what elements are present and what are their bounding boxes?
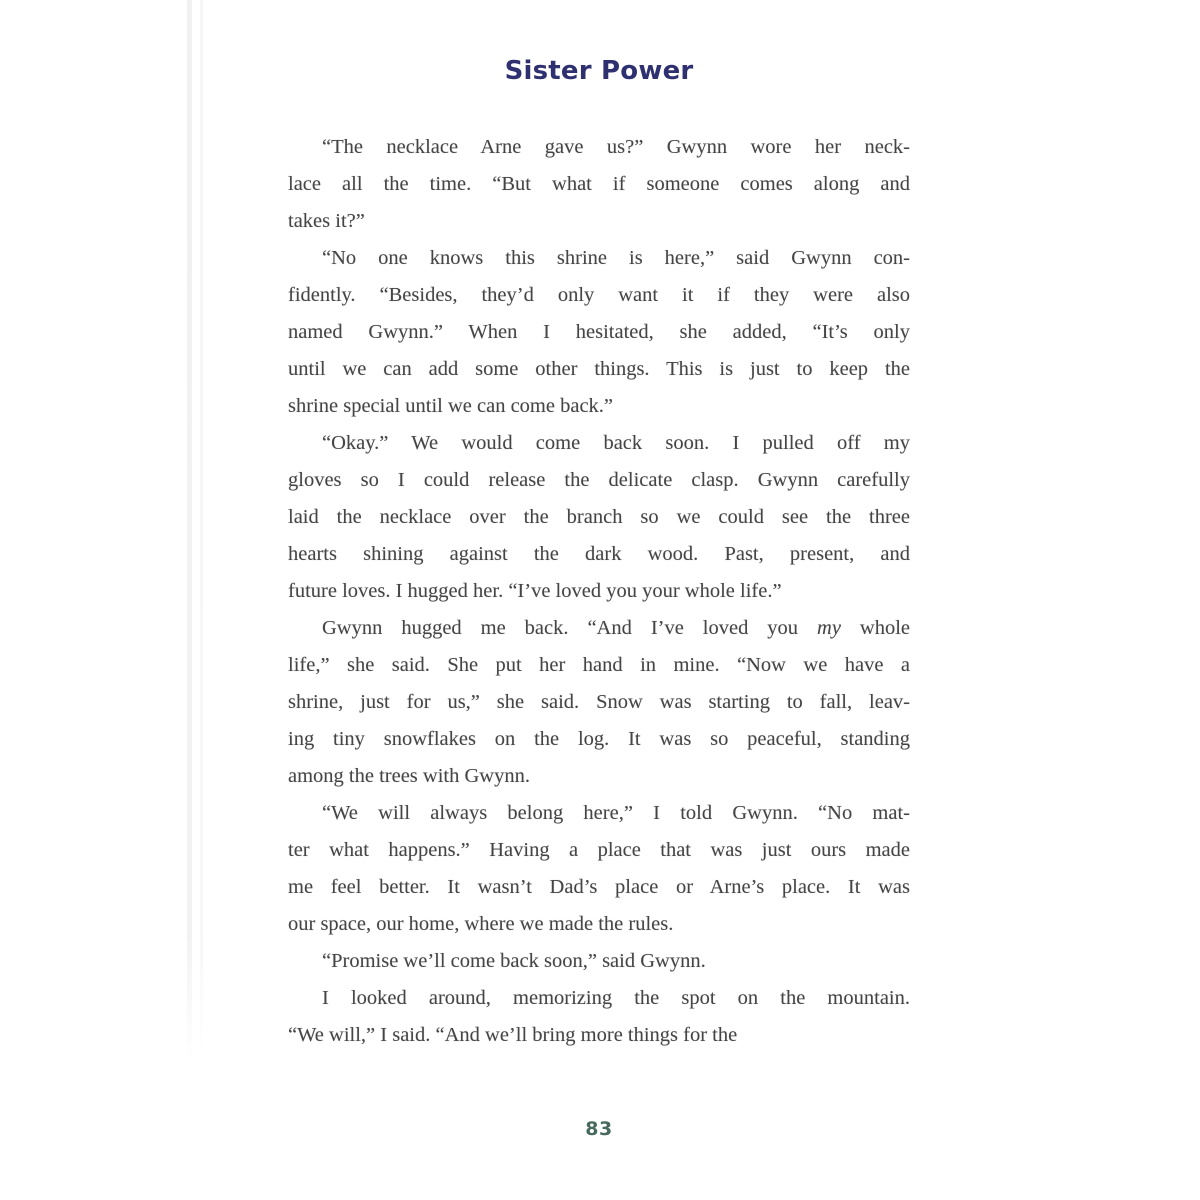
paragraph xyxy=(288,795,910,943)
italic-text: my xyxy=(817,617,841,639)
text-segment: our space, our home, where we made the rules. xyxy=(288,913,674,935)
text-line xyxy=(288,388,910,425)
text-line xyxy=(288,980,910,1017)
text-line xyxy=(288,721,910,758)
text-line xyxy=(288,536,910,573)
paragraph xyxy=(288,610,910,795)
text-segment: “Promise we’ll come back soon,” said Gwynn. xyxy=(322,950,706,972)
text-line xyxy=(288,684,910,721)
text-line xyxy=(288,869,910,906)
text-segment: shrine, just for us,” she said. Snow was starting to fall, leav- xyxy=(288,691,910,713)
page-title: Sister Power xyxy=(504,56,694,86)
text-line xyxy=(288,610,910,647)
paragraph xyxy=(288,129,910,240)
text-segment: ing tiny snowflakes on the log. It was so peaceful, standing xyxy=(288,728,910,750)
text-segment: laid the necklace over the branch so we could see the three xyxy=(288,506,910,528)
text-segment: shrine special until we can come back.” xyxy=(288,395,614,417)
text-line xyxy=(288,351,910,388)
text-line xyxy=(288,647,910,684)
text-segment: hearts shining against the dark wood. Past, present, and xyxy=(288,543,910,565)
text-segment: among the trees with Gwynn. xyxy=(288,765,530,787)
text-segment: ter what happens.” Having a place that was just ours made xyxy=(288,839,910,861)
text-segment: “No one knows this shrine is here,” said Gwynn con- xyxy=(322,247,910,269)
text-segment: life,” she said. She put her hand in mine. “Now we have a xyxy=(288,654,910,676)
text-line xyxy=(288,277,910,314)
text-segment: takes it?” xyxy=(288,210,365,232)
text-line xyxy=(288,906,910,943)
text-line xyxy=(288,203,910,240)
text-line xyxy=(288,832,910,869)
text-line xyxy=(288,129,910,166)
text-line xyxy=(288,573,910,610)
text-segment: named Gwynn.” When I hesitated, she added, “It’s only xyxy=(288,321,910,343)
text-segment: whole xyxy=(840,617,910,639)
text-segment: Gwynn hugged me back. “And I’ve loved you xyxy=(322,617,818,639)
text-line xyxy=(288,166,910,203)
text-segment: “We will,” I said. “And we’ll bring more things for the xyxy=(288,1024,738,1046)
body-text xyxy=(288,129,910,1054)
paragraph xyxy=(288,425,910,610)
page-number: 83 xyxy=(585,1118,613,1140)
text-segment: “The necklace Arne gave us?” Gwynn wore her neck- xyxy=(322,136,910,158)
text-segment: lace all the time. “But what if someone comes along and xyxy=(288,173,910,195)
text-segment: fidently. “Besides, they’d only want it if they were also xyxy=(288,284,910,306)
page-edge-shadow xyxy=(187,0,192,1060)
text-segment: “We will always belong here,” I told Gwynn. “No mat- xyxy=(322,802,910,824)
text-line xyxy=(288,943,910,980)
text-line xyxy=(288,499,910,536)
paragraph xyxy=(288,980,910,1054)
page-edge-shadow-inner xyxy=(200,0,203,1060)
text-line xyxy=(288,1017,910,1054)
text-line xyxy=(288,462,910,499)
text-line xyxy=(288,758,910,795)
text-line xyxy=(288,425,910,462)
text-line xyxy=(288,795,910,832)
text-line xyxy=(288,314,910,351)
paragraph xyxy=(288,943,910,980)
text-segment: I looked around, memorizing the spot on the mountain. xyxy=(322,987,910,1009)
text-segment: “Okay.” We would come back soon. I pulled off my xyxy=(322,432,910,454)
text-segment: me feel better. It wasn’t Dad’s place or Arne’s place. It was xyxy=(288,876,910,898)
text-segment: until we can add some other things. This is just to keep the xyxy=(288,358,910,380)
text-segment: gloves so I could release the delicate clasp. Gwynn carefully xyxy=(288,469,910,491)
text-segment: future loves. I hugged her. “I’ve loved you your whole life.” xyxy=(288,580,782,602)
paragraph xyxy=(288,240,910,425)
text-line xyxy=(288,240,910,277)
